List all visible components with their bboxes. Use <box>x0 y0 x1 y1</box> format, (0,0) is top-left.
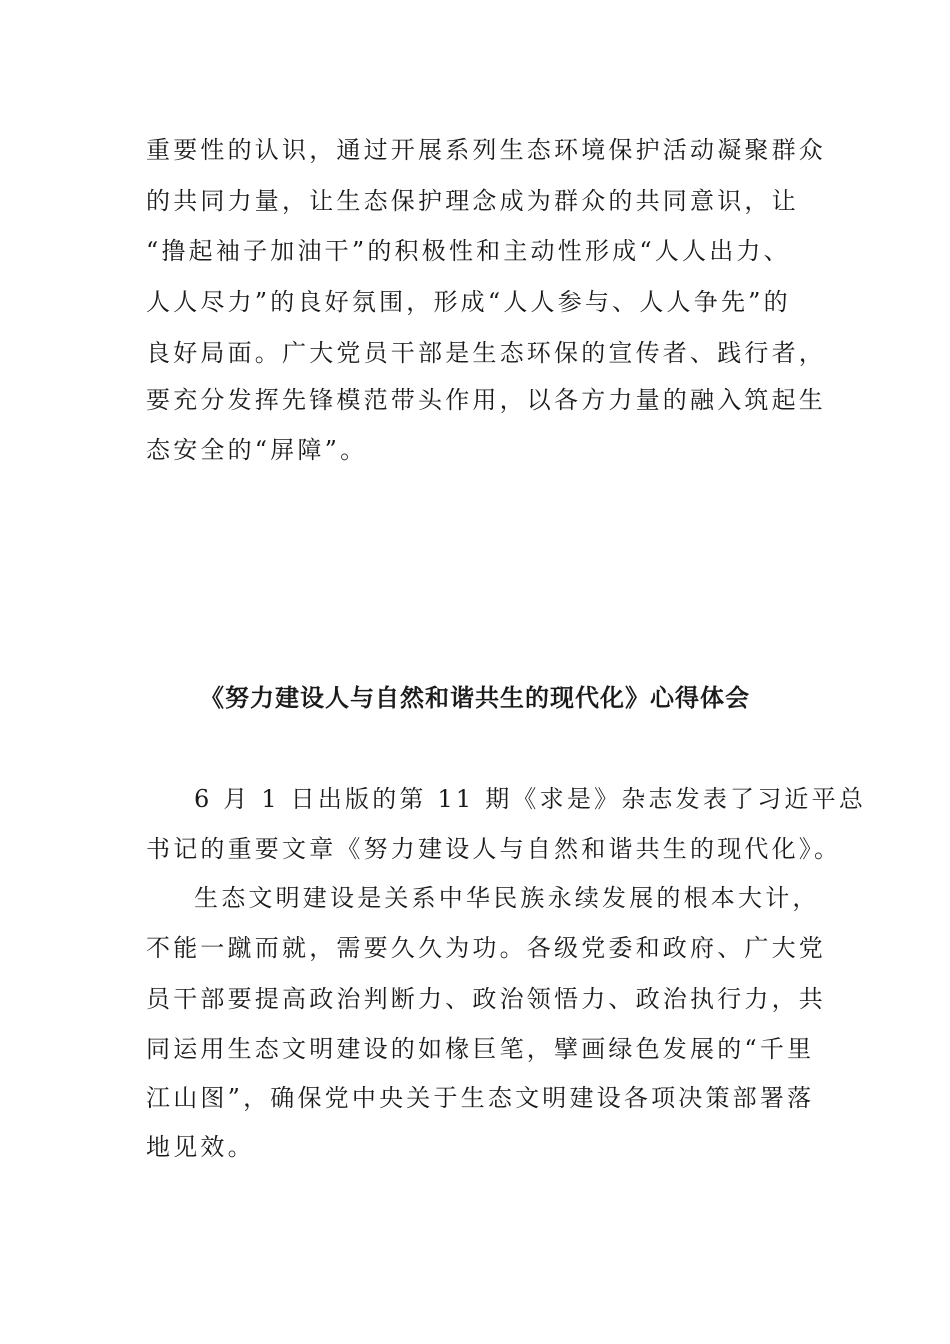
paragraph2-line: 同运用生态文明建设的如椽巨笔，擘画绿色发展的“千里 <box>146 1035 815 1063</box>
continuation-line: 良好局面。广大党员干部是生态环保的宣传者、践行者， <box>146 339 826 367</box>
continuation-line: “撸起袖子加油干”的积极性和主动性形成“人人出力、 <box>146 237 791 265</box>
paragraph1-line: 书记的重要文章《努力建设人与自然和谐共生的现代化》。 <box>146 835 842 863</box>
article-title: 《努力建设人与自然和谐共生的现代化》心得体会 <box>200 684 750 712</box>
continuation-line: 人人尽力”的良好氛围，形成“人人参与、人人争先”的 <box>146 288 791 316</box>
continuation-line: 重要性的认识，通过开展系列生态环境保护活动凝聚群众 <box>146 136 826 164</box>
paragraph2-line: 不能一蹴而就，需要久久为功。各级党委和政府、广大党 <box>146 934 826 962</box>
continuation-line: 要充分发挥先锋模范带头作用，以各方力量的融入筑起生 <box>146 386 826 414</box>
paragraph2-line: 地见效。 <box>146 1133 255 1161</box>
paragraph1-line: 6 月 1 日出版的第 11 期《求是》杂志发表了习近平总 <box>194 785 867 813</box>
paragraph2-line: 员干部要提高政治判断力、政治领悟力、政治执行力，共 <box>146 985 826 1013</box>
continuation-line: 态安全的“屏障”。 <box>146 436 368 464</box>
paragraph2-line: 生态文明建设是关系中华民族永续发展的根本大计， <box>194 884 820 912</box>
continuation-line: 的共同力量，让生态保护理念成为群众的共同意识，让 <box>146 187 799 215</box>
paragraph2-line: 江山图”，确保党中央关于生态文明建设各项决策部署落 <box>146 1084 815 1112</box>
